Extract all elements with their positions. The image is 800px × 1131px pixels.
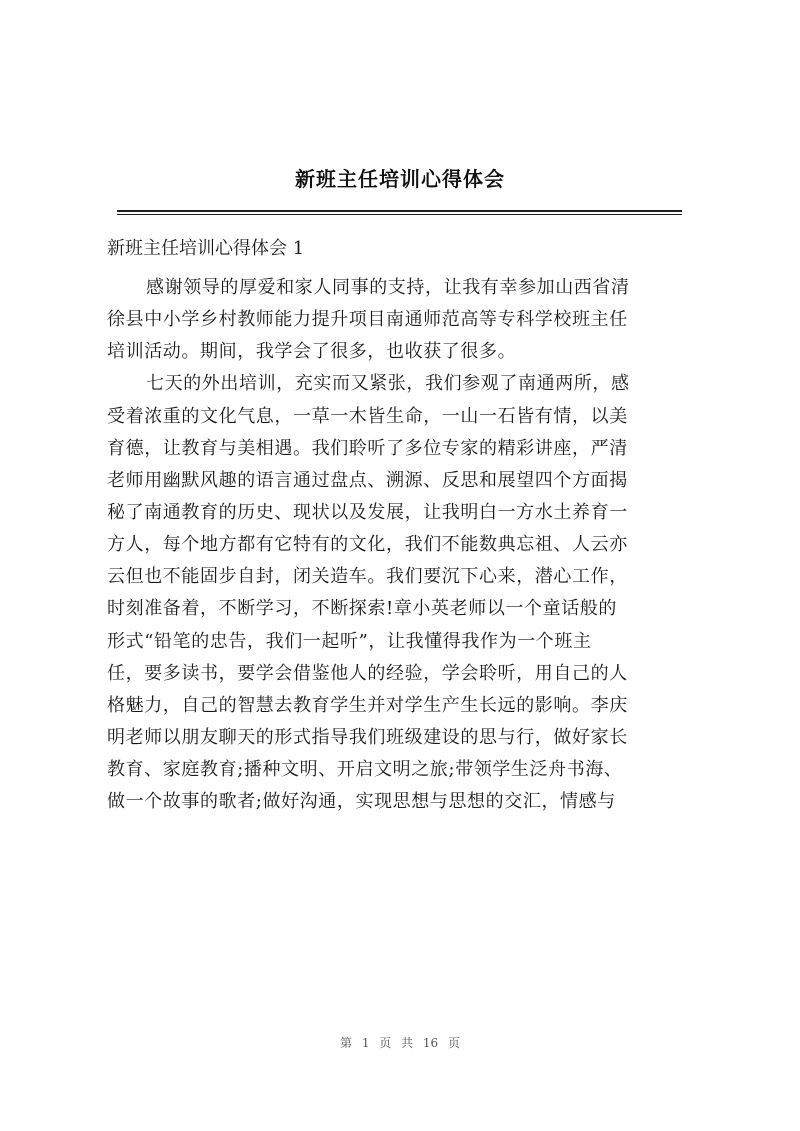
text-line: 培训活动。期间，我学会了很多，也收获了很多。 bbox=[107, 341, 517, 363]
text-line: 做一个故事的歌者;做好沟通，实现思想与思想的交汇，情感与 bbox=[107, 791, 616, 813]
section-heading: 新班主任培训心得体会 1 bbox=[107, 238, 305, 259]
text-line: 徐县中小学乡村教师能力提升项目南通师范高等专科学校班主任 bbox=[107, 309, 628, 331]
page-number: 第 1 页 共 16 页 bbox=[340, 1036, 460, 1050]
text-line: 教育、家庭教育;播种文明、开启文明之旅;带领学生泛舟书海、 bbox=[107, 759, 623, 781]
text-line: 秘了南通教育的历史、现状以及发展，让我明白一方水土养育一 bbox=[107, 501, 628, 523]
document-title: 新班主任培训心得体会 bbox=[295, 167, 505, 191]
text-line: 育德，让教育与美相遇。我们聆听了多位专家的精彩讲座，严清 bbox=[107, 437, 628, 459]
body-text bbox=[107, 272, 707, 818]
text-line: 形式“铅笔的忠告，我们一起听”，让我懂得我作为一个班主 bbox=[107, 630, 592, 652]
text-line: 明老师以朋友聊天的形式指导我们班级建设的思与行，做好家长 bbox=[107, 726, 628, 748]
title-divider bbox=[117, 210, 682, 215]
text-line: 格魅力，自己的智慧去教育学生并对学生产生长远的影响。李庆 bbox=[107, 694, 628, 716]
text-line: 老师用幽默风趣的语言通过盘点、溯源、反思和展望四个方面揭 bbox=[107, 469, 628, 491]
text-line: 七天的外出培训，充实而又紧张，我们参观了南通两所，感 bbox=[146, 373, 630, 395]
text-line: 感谢领导的厚爱和家人同事的支持，让我有幸参加山西省清 bbox=[146, 277, 630, 298]
text-line: 任，要多读书，要学会借鉴他人的经验，学会聆听，用自己的人 bbox=[107, 662, 628, 684]
text-line: 时刻准备着，不断学习，不断探索!章小英老师以一个童话般的 bbox=[107, 598, 618, 620]
text-line: 受着浓重的文化气息，一草一木皆生命，一山一石皆有情，以美 bbox=[107, 405, 628, 427]
text-line: 方人，每个地方都有它特有的文化，我们不能数典忘祖、人云亦 bbox=[107, 534, 628, 556]
text-line: 云但也不能固步自封，闭关造车。我们要沉下心来，潜心工作， bbox=[107, 566, 628, 588]
